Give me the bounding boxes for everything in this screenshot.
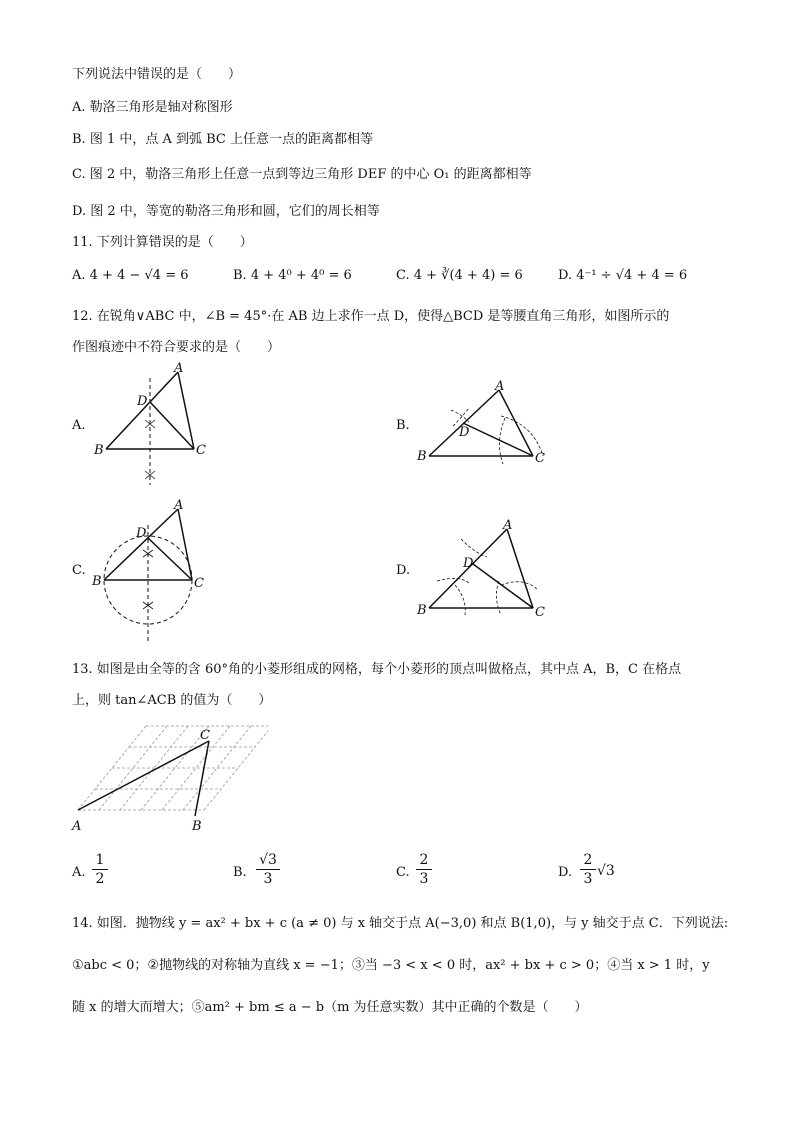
q13-option-d-num: 2 [583, 852, 593, 868]
q12-label-b: B. [396, 418, 410, 433]
q13-option-b-den: 3 [263, 871, 273, 887]
q10-stem: 下列说法中错误的是（ ） [72, 67, 242, 82]
q13-option-a-num: 1 [95, 852, 105, 868]
fig-b-point-d: D [459, 425, 470, 440]
q11-option-a: A. 4 + 4 − √4 = 6 [72, 268, 189, 283]
fig-b-point-c: C [535, 451, 545, 466]
q12-figure-a [90, 360, 220, 490]
q13-option-d-fraction [580, 852, 596, 887]
q13-point-a: A [72, 819, 82, 834]
q14-line2: ①abc < 0；②抛物线的对称轴为直线 x = −1；③当 −3 < x < 0 时，ax² + bx + c > 0；④当 x > 1 时，y [72, 958, 710, 973]
fig-c-point-c: C [194, 576, 204, 591]
q13-option-d-label: D. [558, 865, 573, 880]
q11-option-c: C. 4 + ∛(4 + 4) = 6 [396, 268, 523, 283]
fig-b-point-b: B [417, 449, 427, 464]
q14-line1: 14. 如图．抛物线 y = ax² + bx + c (a ≠ 0) 与 x 轴交于点 A(−3,0) 和点 B(1,0)，与 y 轴交于点 C．下列说法: [72, 916, 729, 931]
q12-label-d: D. [396, 563, 411, 578]
fig-a-point-a: A [174, 361, 184, 376]
q13-option-d-root: √3 [597, 863, 615, 879]
q10-option-b: B. 图 1 中，点 A 到弧 BC 上任意一点的距离都相等 [72, 132, 374, 147]
q13-stem-line2: 上，则 tan∠ACB 的值为（ ） [72, 693, 272, 708]
q13-option-d-den: 3 [583, 871, 593, 887]
fig-d-point-d: D [463, 556, 474, 571]
fig-a-point-c: C [196, 443, 206, 458]
q13-option-a-label: A. [72, 865, 86, 880]
q13-option-c-label: C. [396, 865, 410, 880]
q11-stem: 11. 下列计算错误的是（ ） [72, 235, 253, 250]
q13-option-b-fraction [256, 852, 280, 887]
q12-stem-line2: 作图痕迹中不符合要求的是（ ） [72, 340, 281, 355]
fig-c-point-b: B [92, 574, 102, 589]
q12-figure-d [413, 515, 563, 623]
q13-option-a-den: 2 [95, 871, 105, 887]
fig-a-point-d: D [137, 394, 148, 409]
fig-c-point-d: D [136, 526, 147, 541]
q10-option-a: A. 勒洛三角形是轴对称图形 [72, 100, 233, 115]
fig-c-point-a: A [174, 498, 184, 513]
q11-option-b: B. 4 + 4⁰ + 4⁰ = 6 [233, 268, 352, 283]
q10-option-d: D. 图 2 中，等宽的勒洛三角形和圆，它们的周长相等 [72, 204, 380, 219]
q13-option-c-den: 3 [419, 871, 429, 887]
q13-option-b-num: √3 [259, 852, 277, 868]
q13-stem-line1: 13. 如图是由全等的含 60°角的小菱形组成的网格，每个小菱形的顶点叫做格点，其中点 A，B，C 在格点 [72, 662, 682, 677]
q13-point-c: C [200, 728, 210, 743]
q12-label-a: A. [72, 418, 86, 433]
q12-figure-b [413, 372, 563, 467]
q10-option-c: C. 图 2 中，勒洛三角形上任意一点到等边三角形 DEF 的中心 O₁ 的距离都相等 [72, 167, 532, 182]
q13-point-b: B [192, 819, 202, 834]
q13-option-a-fraction [92, 852, 108, 887]
q13-option-c-fraction [416, 852, 432, 887]
q14-line3: 随 x 的增大而增大；⑤am² + bm ≤ a − b（m 为任意实数）其中正确的个数是（ ） [72, 1000, 588, 1015]
q12-figure-c [88, 495, 208, 645]
q12-label-c: C. [72, 563, 86, 578]
fig-d-point-b: B [417, 603, 427, 618]
fig-d-point-c: C [535, 605, 545, 620]
fig-b-point-a: A [495, 379, 505, 394]
fig-a-point-b: B [94, 443, 104, 458]
q11-option-d: D. 4⁻¹ ÷ √4 + 4 = 6 [558, 268, 688, 283]
q13-option-c-num: 2 [419, 852, 429, 868]
q13-rhombus-grid [68, 712, 268, 837]
q12-stem-line1: 12. 在锐角∨ABC 中，∠B = 45°·在 AB 边上求作一点 D，使得△BCD 是等腰直角三角形，如图所示的 [72, 309, 670, 324]
q13-option-b-label: B. [233, 865, 247, 880]
fig-d-point-a: A [503, 518, 513, 533]
